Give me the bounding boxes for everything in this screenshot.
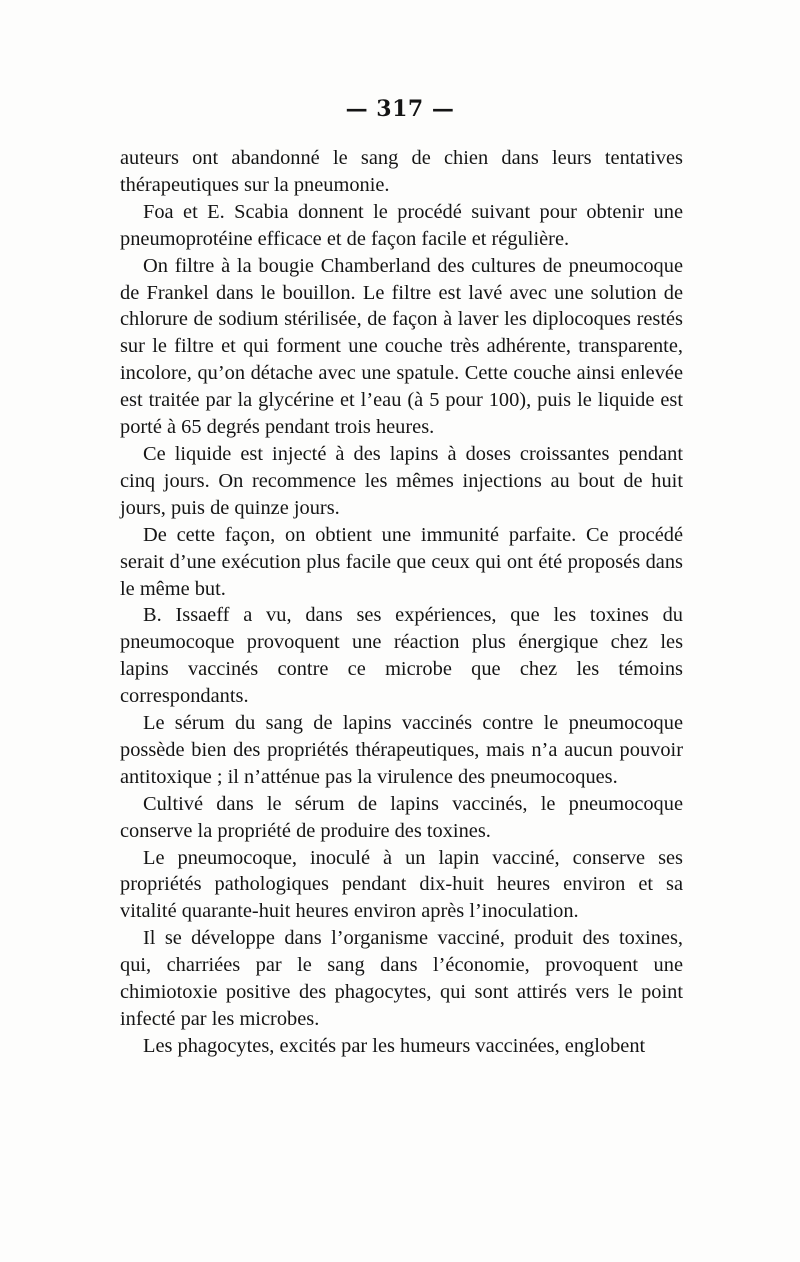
paragraph-last: Les phagocytes, excités par les humeurs vaccinées, englobent <box>143 1034 646 1057</box>
paragraph: Ce liquide est injecté à des lapins à doses croissantes pendant cinq jours. On recommence les mêmes injections au bout de huit jours, puis de quinze jours. <box>120 442 683 519</box>
paragraph: B. Issaeff a vu, dans ses expériences, que les toxines du pneumocoque provoquent une réaction plus énergique chez les lapins vaccinés contre ce microbe que chez les témoins correspondants. <box>120 604 683 708</box>
paragraph: Il se développe dans l’organisme vacciné, produit des toxines, qui, charriées par le sang dans l’économie, provoquent une chimiotoxie positive des phagocytes, qui sont attirés vers le point infecté par les microbes. <box>120 927 683 1030</box>
body-text <box>120 145 683 1060</box>
paragraph-continued: auteurs ont abandonné le sang de chien dans leurs tentatives thérapeutiques sur la pneumonie. <box>120 147 683 196</box>
page-number: — 317 — <box>345 96 455 122</box>
paragraph: Le pneumocoque, inoculé à un lapin vacciné, conserve ses propriétés pathologiques pendant dix-huit heures environ et sa vitalité quarante-huit heures environ après l’inoculation. <box>120 846 683 923</box>
paragraph: Cultivé dans le sérum de lapins vaccinés, le pneumocoque conserve la propriété de produire des toxines. <box>120 792 683 842</box>
paragraph: Le sérum du sang de lapins vaccinés contre le pneumocoque possède bien des propriétés thérapeutiques, mais n’a aucun pouvoir antitoxique ; il n’atténue pas la virulence des pneumocoques. <box>120 712 683 788</box>
paragraph: De cette façon, on obtient une immunité parfaite. Ce procédé serait d’une exécution plus facile que ceux qui ont été proposés dans le même but. <box>120 523 683 600</box>
paragraph: On filtre à la bougie Chamberland des cultures de pneumocoque de Frankel dans le bouillon. Le filtre est lavé avec une solution de chlorure de sodium stérilisée, de façon à laver les diplocoques restés sur le filtre et qui forment une couche très adhérente, transparente, incolore, qu’on détache avec une spatule. Cette couche ainsi enlevée est traitée par la glycérine et l’eau (à 5 pour 100), puis le liquide est porté à 65 degrés pendant trois heures. <box>120 254 683 439</box>
paragraph: Foa et E. Scabia donnent le procédé suivant pour obtenir une pneumoprotéine efficace et de façon facile et régulière. <box>120 200 683 250</box>
